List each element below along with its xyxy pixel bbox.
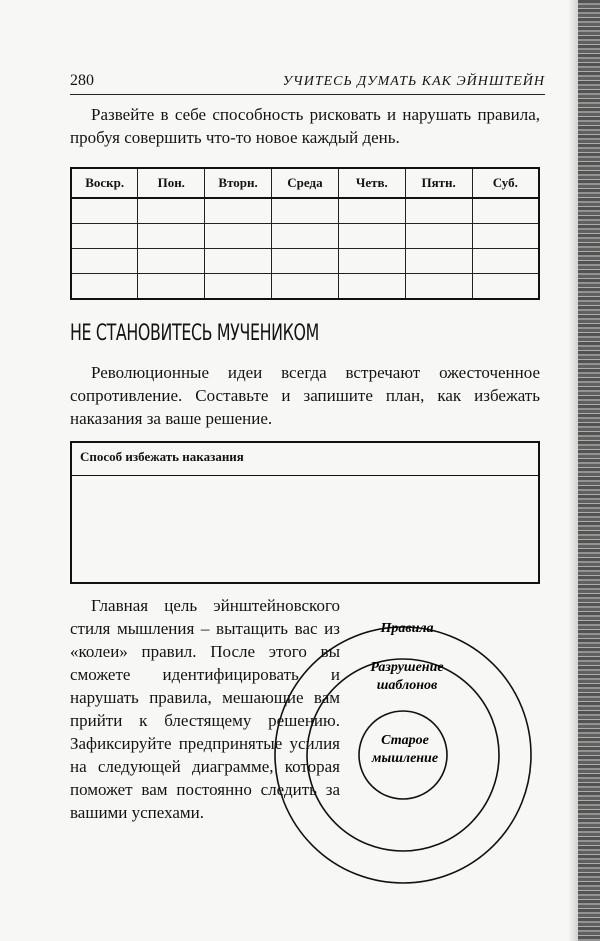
inner-circle-label-line2: мышление	[371, 751, 439, 766]
table-cell	[272, 274, 339, 300]
table-cell	[71, 274, 138, 300]
table-cell	[405, 198, 472, 224]
page-number: 280	[70, 72, 94, 89]
weekday-header-cell: Воскр.	[71, 168, 138, 198]
weekday-header-cell: Вторн.	[205, 168, 272, 198]
weekday-header-cell: Суб.	[472, 168, 539, 198]
page-header	[70, 70, 545, 95]
table-cell	[138, 274, 205, 300]
table-cell	[272, 198, 339, 224]
table-cell	[71, 224, 138, 249]
table-cell	[71, 198, 138, 224]
page-edge-shadow	[568, 0, 578, 941]
concentric-circles-diagram	[270, 612, 542, 902]
table-cell	[338, 249, 405, 274]
table-cell	[405, 249, 472, 274]
intro-paragraph: Развейте в себе способность рисковать и нарушать правила, пробуя совершить что-то новое каждый день.	[70, 105, 540, 147]
table-cell	[205, 224, 272, 249]
inner-circle-label-line1: Старое	[381, 733, 429, 748]
avoid-box-header: Способ избежать наказания	[72, 443, 538, 476]
table-cell	[138, 249, 205, 274]
table-cell	[472, 224, 539, 249]
table-cell	[138, 224, 205, 249]
table-cell	[205, 274, 272, 300]
table-cell	[405, 274, 472, 300]
weekday-header-row	[71, 168, 539, 198]
weekday-header-cell: Пон.	[138, 168, 205, 198]
table-cell	[472, 274, 539, 300]
outer-circle-label: Правила	[380, 621, 434, 636]
middle-circle-label-line2: шаблонов	[376, 678, 438, 693]
section-heading: НЕ СТАНОВИТЕСЬ МУЧЕНИКОМ	[70, 321, 319, 346]
page-edge	[578, 0, 600, 941]
table-cell	[272, 249, 339, 274]
running-title: УЧИТЕСЬ ДУМАТЬ КАК ЭЙНШТЕЙН	[282, 74, 545, 89]
table-cell	[338, 224, 405, 249]
middle-circle-label-line1: Разрушение	[370, 660, 444, 675]
table-row	[71, 274, 539, 300]
weekday-header-cell: Четв.	[338, 168, 405, 198]
weekday-table	[70, 167, 540, 300]
table-cell	[338, 198, 405, 224]
closing-paragraph: Главная цель эйнштейновского стиля мышления – вытащить вас из «колеи» правил. После этого вы сможете идентифицировать и нарушать правила, мешающие вам прийти к блестящему решению. Зафиксируйте предпринятые усилия на следующей диаграмме, которая поможет вам постоянно следить за вашими успехами.	[70, 596, 340, 822]
table-row	[71, 249, 539, 274]
table-cell	[71, 249, 138, 274]
table-cell	[205, 198, 272, 224]
weekday-header-cell: Пятн.	[405, 168, 472, 198]
table-row	[71, 224, 539, 249]
table-cell	[138, 198, 205, 224]
table-cell	[272, 224, 339, 249]
section-paragraph: Революционные идеи всегда встречают ожесточенное сопротивление. Составьте и запишите план, как избежать наказания за ваше решение.	[70, 363, 540, 428]
table-row	[71, 198, 539, 224]
avoid-punishment-box	[70, 441, 540, 584]
table-cell	[472, 198, 539, 224]
weekday-header-cell: Среда	[272, 168, 339, 198]
table-cell	[338, 274, 405, 300]
table-cell	[405, 224, 472, 249]
table-cell	[205, 249, 272, 274]
table-cell	[472, 249, 539, 274]
